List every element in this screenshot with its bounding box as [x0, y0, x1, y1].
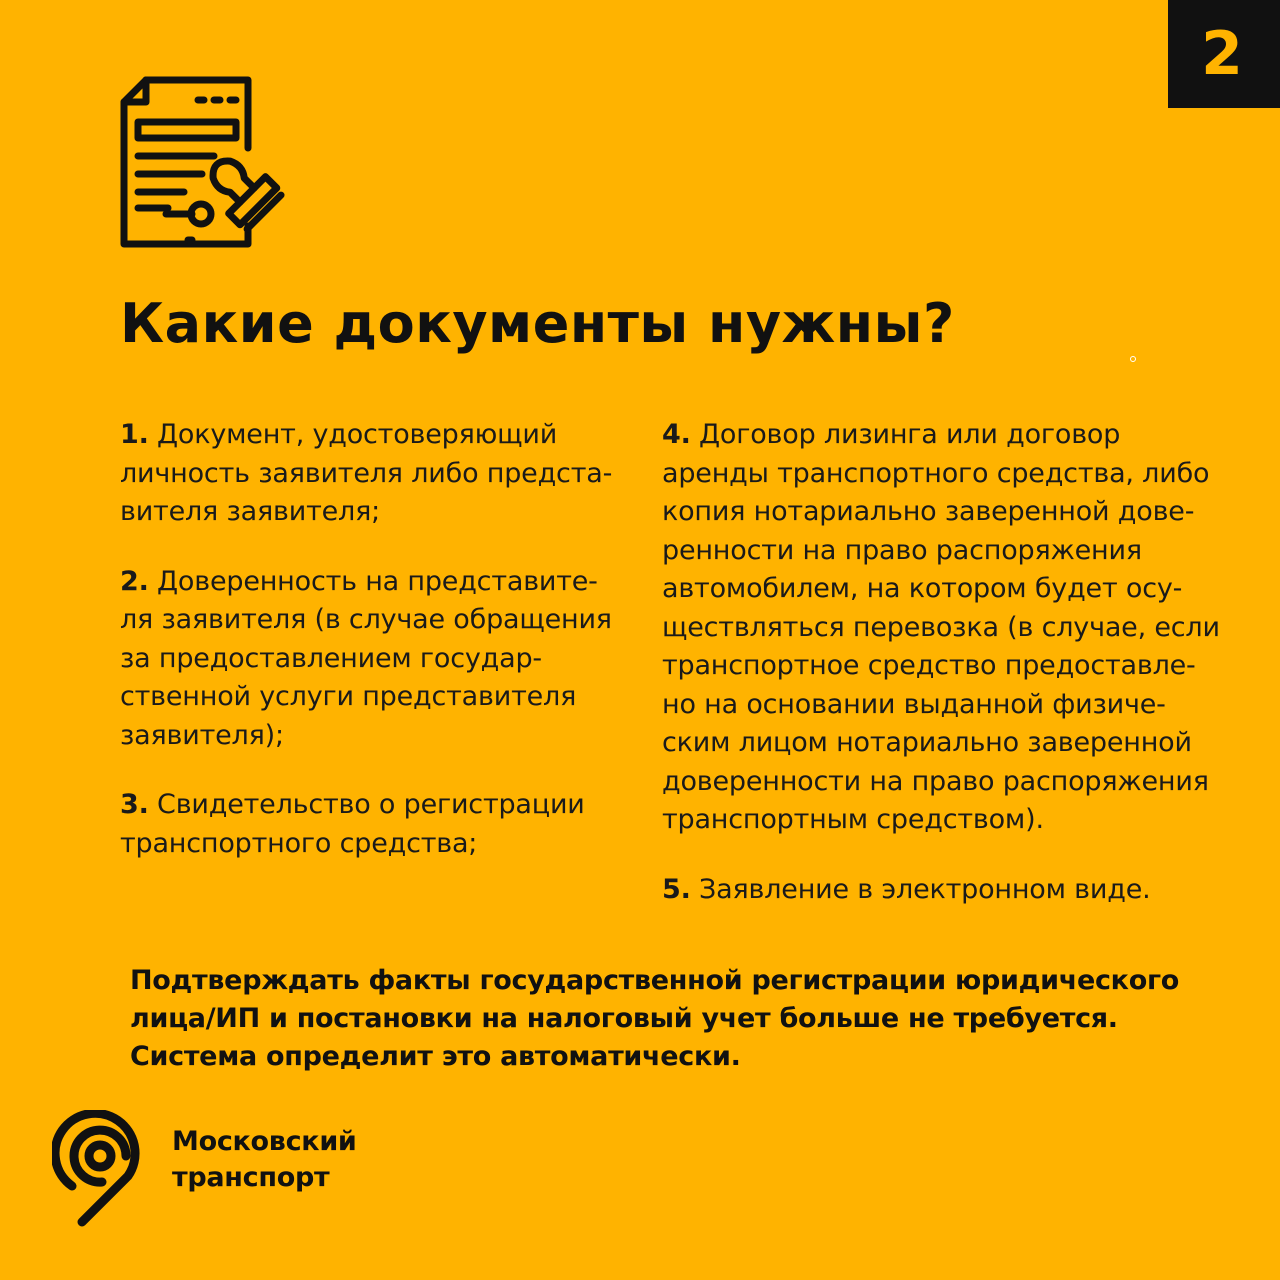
item-number: 4.: [662, 419, 691, 450]
info-note: Подтверждать факты государственной регистрации юридического лица/ИП и постановки на налоговый учет больше не требуется. Система определит это автоматически.: [130, 965, 1179, 1072]
list-item: [120, 786, 640, 863]
documents-list-right: [662, 416, 1252, 940]
page-title: Какие документы нужны?: [120, 292, 955, 355]
item-number: 3.: [120, 789, 149, 820]
item-text: Свидетельство о регистрации транспортного средства;: [120, 789, 585, 859]
item-text: Заявление в электронном виде.: [690, 873, 1151, 905]
page-number-badge: 2: [1168, 0, 1280, 108]
brand-name: Московский транспорт: [172, 1126, 357, 1193]
item-number: 2.: [120, 565, 149, 597]
item-text: Договор лизинга или договор аренды транспортного средства, либо копия нотариально заверенной дове- ренности на право распоряжения автомобилем, на котором будет осу- ществляться перевозка (в случае, если транспортное средство предоставле- но на основании выданной физиче- ским лицом нотариально заверенной доверенности на право распоряжения транспортным средством).: [662, 419, 1220, 835]
item-text: Документ, удостоверяющий личность заявителя либо предста- вителя заявителя;: [120, 419, 613, 527]
decorative-dot: [1130, 356, 1136, 362]
list-item: [662, 871, 1252, 910]
item-text: Доверенность на представите- ля заявителя (в случае обращения за предоставлением государ- ственной услуги представителя заявителя);: [120, 565, 612, 751]
list-item: [120, 563, 640, 756]
documents-list-left: [120, 416, 640, 894]
document-stamp-icon: [118, 76, 298, 252]
item-number: 5.: [662, 873, 691, 905]
moscow-transport-logo-icon: [52, 1110, 152, 1230]
item-number: 1.: [120, 419, 149, 450]
list-item: [662, 416, 1252, 840]
list-item: [120, 416, 640, 532]
